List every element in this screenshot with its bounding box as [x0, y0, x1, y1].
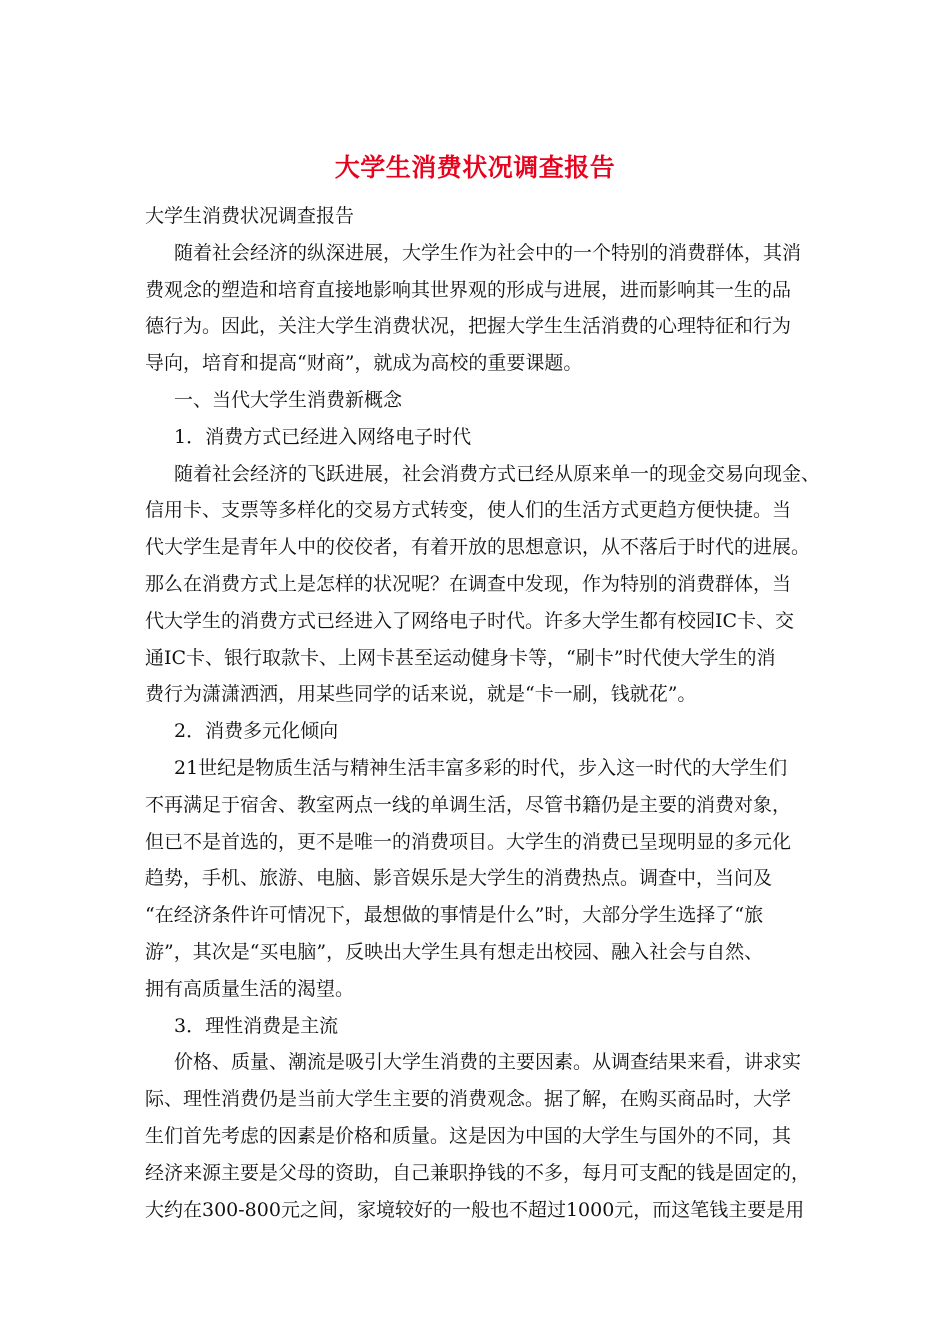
text-line: 那么在消费方式上是怎样的状况呢？在调查中发现，作为特别的消费群体，当 — [145, 572, 792, 595]
text-line: 拥有高质量生活的渴望。 — [145, 977, 355, 1000]
text-line: 费行为潇潇洒洒，用某些同学的话来说，就是“卡一刷，钱就花”。 — [145, 683, 697, 706]
text-line: 游”，其次是“买电脑”，反映出大学生具有想走出校园、融入社会与自然、 — [145, 940, 764, 963]
text-line: 一、当代大学生消费新概念 — [174, 388, 403, 411]
text-line: 通IC卡、银行取款卡、上网卡甚至运动健身卡等，“刷卡”时代使大学生的消 — [145, 646, 776, 669]
text-line: 不再满足于宿舍、教室两点一线的单调生活，尽管书籍仍是主要的消费对象， — [145, 793, 792, 816]
text-line: 代大学生的消费方式已经进入了网络电子时代。许多大学生都有校园IC卡、交 — [145, 609, 795, 632]
text-line: 代大学生是青年人中的佼佼者，有着开放的思想意识，从不落后于时代的进展。 — [145, 536, 811, 559]
text-line: 2．消费多元化倾向 — [174, 720, 339, 743]
text-line: “在经济条件许可情况下，最想做的事情是什么”时，大部分学生选择了“旅 — [145, 904, 764, 927]
text-line: 价格、质量、潮流是吸引大学生消费的主要因素。从调查结果来看，讲求实 — [174, 1051, 802, 1074]
text-line: 德行为。因此，关注大学生消费状况，把握大学生生活消费的心理特征和行为 — [145, 315, 792, 338]
text-line: 1．消费方式已经进入网络电子时代 — [174, 425, 472, 448]
text-line: 但已不是首选的，更不是唯一的消费项目。大学生的消费已呈现明显的多元化 — [145, 830, 792, 853]
text-line: 3．理性消费是主流 — [174, 1014, 339, 1037]
text-line: 随着社会经济的飞跃进展，社会消费方式已经从原来单一的现金交易向现金、 — [174, 462, 821, 485]
document-body — [145, 198, 825, 1228]
text-line: 随着社会经济的纵深进展，大学生作为社会中的一个特别的消费群体，其消 — [174, 241, 802, 264]
text-line: 大学生消费状况调查报告 — [145, 205, 355, 227]
text-line: 趋势，手机、旅游、电脑、影音娱乐是大学生的消费热点。调查中，当问及 — [145, 867, 773, 890]
text-line: 信用卡、支票等多样化的交易方式转变，使人们的生活方式更趋方便快捷。当 — [145, 499, 792, 522]
text-line: 际、理性消费仍是当前大学生主要的消费观念。据了解，在购买商品时，大学 — [145, 1088, 792, 1111]
document-title: 大学生消费状况调查报告 — [334, 153, 616, 182]
text-line: 大约在300-800元之间，家境较好的一般也不超过1000元，而这笔钱主要是用 — [145, 1198, 805, 1221]
text-line: 21世纪是物质生活与精神生活丰富多彩的时代，步入这一时代的大学生们 — [174, 756, 788, 779]
text-line: 生们首先考虑的因素是价格和质量。这是因为中国的大学生与国外的不同，其 — [145, 1124, 792, 1147]
text-line: 经济来源主要是父母的资助，自己兼职挣钱的不多，每月可支配的钱是固定的， — [145, 1161, 811, 1184]
text-line: 费观念的塑造和培育直接地影响其世界观的形成与进展，进而影响其一生的品 — [145, 278, 792, 301]
text-line: 导向，培育和提高“财商”，就成为高校的重要课题。 — [145, 352, 583, 375]
